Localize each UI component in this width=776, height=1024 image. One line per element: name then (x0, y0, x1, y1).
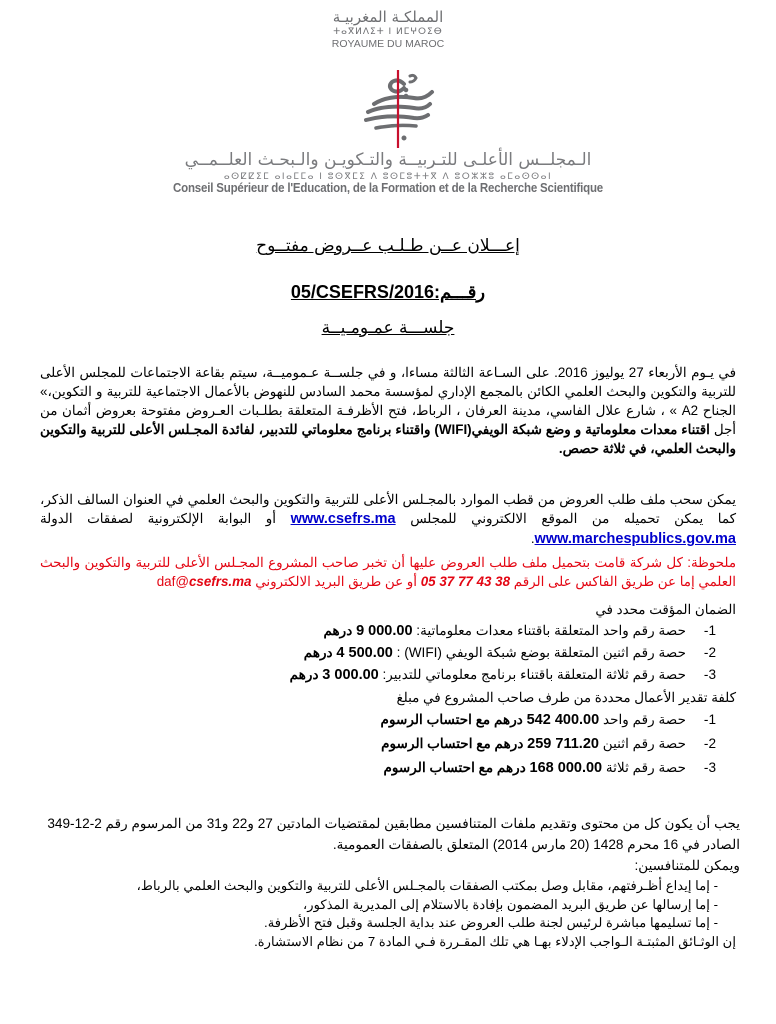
council-name-arabic: الـمجلــس الأعلـى للتـربيــة والتـكويـن والـبحـث العلــمــي (184, 150, 592, 170)
item-number: 2- (703, 645, 716, 660)
email-domain: csefrs.ma (188, 574, 252, 589)
csefrs-website-link[interactable]: www.csefrs.ma (290, 511, 396, 527)
item-amount: 542 400.00 (526, 712, 600, 728)
email-prefix: daf@ (156, 574, 189, 589)
submission-option: - إما إرسالها عن طريق البريد المضمون بإفادة بالاستلام إلى المديرية المذكور، (303, 896, 718, 912)
fax-number: 05 37 77 43 38 (420, 574, 511, 589)
item-text: حصة رقم ثلاثة (602, 760, 686, 775)
tender-number-value: 05/CSEFRS/2016 (290, 282, 434, 302)
item-currency: درهم (303, 645, 337, 660)
guarantee-list (290, 620, 716, 686)
kingdom-name-french: ROYAUME DU MAROC (331, 38, 445, 50)
competitors-label: ويمكن للمتنافسين: (634, 858, 740, 873)
tender-subject: اقتناء معدات معلوماتية و وضع شبكة الويفي(WIFI) واقتناء برنامج معلوماتي للتدبير، لفائدة المجـلس الأعلى للتربية والتكوين والبحث العلمي، في ثلاثة حصص. (40, 422, 736, 456)
note-email-text: أو عن طريق البريد الالكتروني (251, 574, 421, 589)
opening-paragraph (40, 363, 736, 458)
kingdom-name-arabic: المملكـة المغربيـة (332, 8, 444, 26)
item-currency: درهم (289, 667, 323, 682)
note-paragraph (40, 553, 736, 591)
download-end: . (530, 531, 535, 546)
item-text: حصة رقم اثنين (598, 736, 686, 751)
announcement-title: إعـــلان عــن طـلـب عــروض مفتــوح (256, 236, 520, 256)
item-suffix: درهم مع احتساب الرسوم (381, 736, 528, 751)
item-amount: 4 500.00 (336, 645, 393, 661)
item-amount: 9 000.00 (356, 623, 413, 639)
download-portal-text: أو البوابة الإلكترونية لصفقات الدولة (40, 511, 291, 526)
opening-intro: في يـوم الأربعاء 27 يوليوز 2016. على السـاعة الثالثة مساءا، و في جلســة عـموميــة، سيتم بقاعة الاجتماعات للمجلس الأعلى للتربية والتكوين والبحث العلمي الكائن بالمجمع الإداري لمؤسسة محمد السادس للنهوض بالأعمال الاجتماعية للتربية و التكوين،» الجناح (40, 365, 736, 418)
guarantee-item (290, 664, 716, 686)
item-currency: درهم (323, 623, 357, 638)
item-number: 3- (703, 667, 716, 682)
tender-number-label: رقـــم: (433, 282, 486, 302)
submission-options (137, 877, 718, 933)
cost-estimate-list (381, 708, 716, 780)
public-session-title: جلســـة عمـومـيــة (321, 318, 455, 338)
item-text: حصة رقم ثلاثة المتعلقة باقتناء برنامج معلوماتي للتدبير: (378, 667, 686, 682)
opening-address: » ، شارع علال الفاسي، مدينة العرفان ، الرباط، فتح الأظرفـة المتعلقة بطلـبات العـروض مفتوحة بعروض أثمان من أجل (40, 403, 737, 437)
cost-item (381, 732, 716, 756)
item-amount: 3 000.00 (322, 667, 379, 683)
guarantee-label: الضمان المؤقت محدد في (595, 602, 736, 617)
item-amount: 168 000.00 (529, 760, 603, 776)
cost-item (381, 708, 716, 732)
item-text: حصة رقم واحد (599, 712, 686, 727)
cost-item (381, 756, 716, 780)
download-text: يمكن سحب ملف طلب العروض من قطب الموارد بالمجـلس الأعلى للتربية والتكوين والبحث العلمي في العنوان السالف الذكر، كما يمكن تحميله من الموقع الالكتروني للمجلس (40, 492, 736, 526)
item-amount: 259 711.20 (527, 736, 599, 752)
submission-option: - إما إيداع أظـرفتهم، مقابل وصل بمكتب الصفقات بالمجـلس الأعلى للتربية والتكوين والبحث العلمي بالرباط، (136, 878, 718, 893)
note-text: ملحوظة: كل شركة قامت بتحميل ملف طلب العروض عليها أن تخبر صاحب المشروع المجـلس الأعلى للتربية والتكوين والبحث العلمي إما عن طريق الفاكس على الرقم (40, 555, 736, 589)
download-paragraph (40, 490, 736, 549)
council-name-french: Conseil Supérieur de l'Education, de la Formation et de la Recherche Scientifique (172, 181, 604, 195)
guarantee-item (290, 642, 716, 664)
council-name-tifinagh: ⴰⵙⵇⵇⵉⵎ ⴰⵏⴰⵎⵎⴰ ⵏ ⵓⵙⴳⵎⵉ ⴷ ⵓⵙⵎⵓⵜⵜⴳ ⴷ ⵓⵔⵣⵣⵓ ⴰⵎⴰⵙⵙⴰⵏ (223, 172, 553, 182)
kingdom-name-tifinagh: ⵜⴰⴳⵍⴷⵉⵜ ⵏ ⵍⵎⵖⵔⵉⴱ (333, 27, 443, 37)
item-suffix: درهم مع احتساب الرسوم (380, 712, 527, 727)
item-text: حصة رقم اثنين المتعلقة بوضع شبكة الويفي (WIFI) : (392, 645, 686, 660)
email-address[interactable] (157, 574, 252, 589)
requirements-paragraph (40, 813, 740, 876)
item-suffix: درهم مع احتساب الرسوم (383, 760, 530, 775)
tender-number (0, 282, 776, 303)
csefrs-logo-icon (354, 70, 438, 148)
item-number: 2- (703, 736, 716, 751)
item-text: حصة رقم واحد المتعلقة باقتناء معدات معلوماتية: (412, 623, 686, 638)
item-number: 1- (703, 623, 716, 638)
wing-label: A2 (681, 403, 699, 418)
submission-option: - إما تسليمها مباشرة لرئيس لجنة طلب العروض عند بداية الجلسة وقبل فتح الأظرفة. (264, 915, 718, 930)
guarantee-item (290, 620, 716, 642)
item-number: 3- (703, 760, 716, 775)
requirements-text: يجب أن يكون كل من محتوى وتقديم ملفات المتنافسين مطابقين لمقتضيات المادتين 27 و22 و31 من المرسوم رقم 2-12-349 الصادر في 16 محرم 1428 (20 مارس 2014) المتعلق بالصفقات العمومية. (47, 816, 740, 852)
supporting-documents-note: إن الوثـائق المثبتـة الـواجب الإدلاء بهـا هي تلك المقـررة فـي المادة 7 من نظام الاستشارة. (254, 934, 736, 949)
marchespublics-link[interactable]: www.marchespublics.gov.ma (534, 531, 736, 547)
item-number: 1- (703, 712, 716, 727)
cost-estimate-label: كلفة تقدير الأعمال محددة من طرف صاحب المشروع في مبلغ (396, 690, 736, 705)
